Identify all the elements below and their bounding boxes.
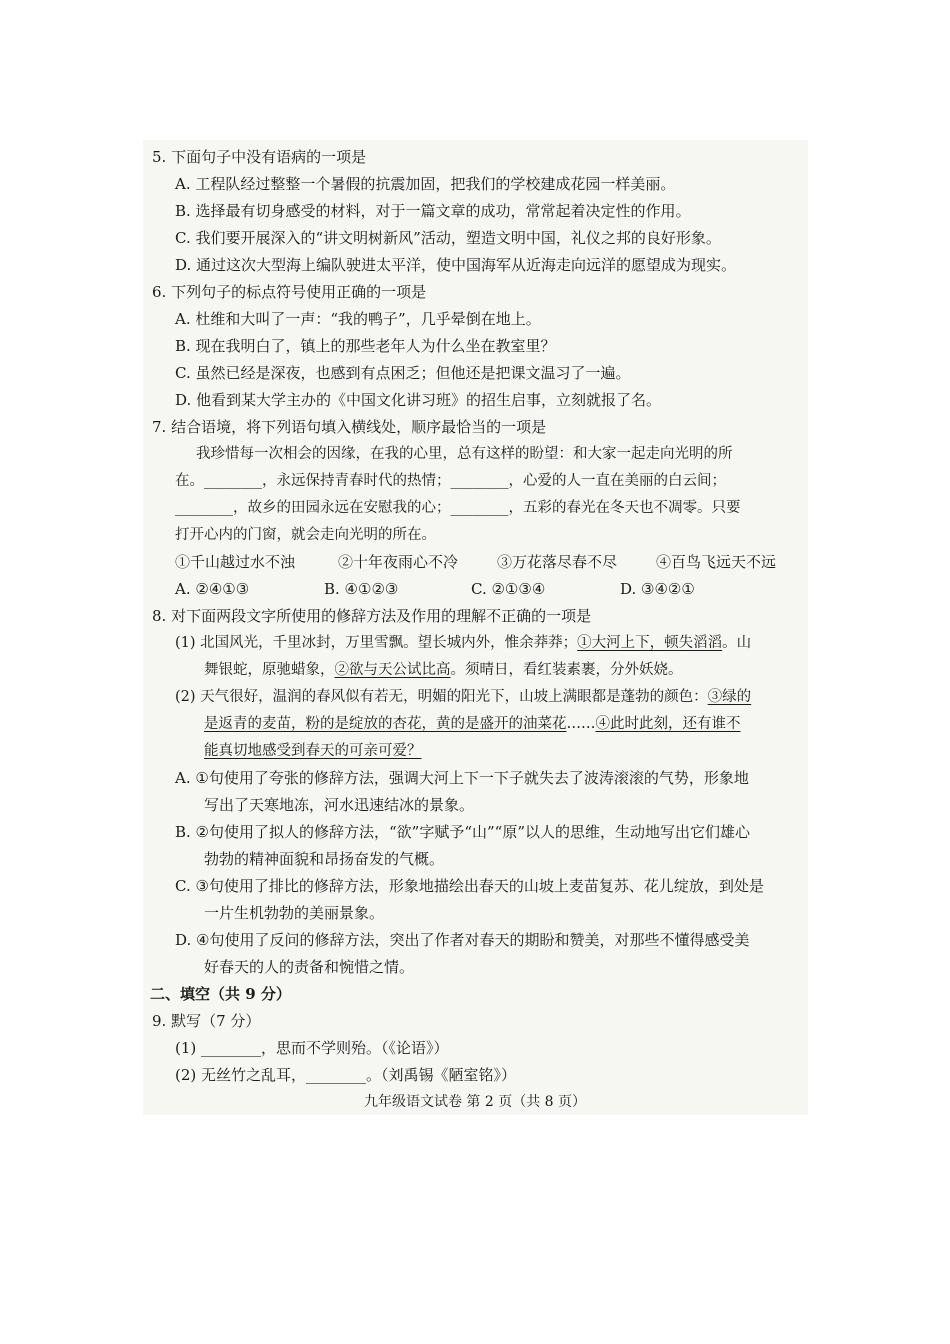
q8-option-c: C. ③句使用了排比的修辞方法，形象地描绘出春天的山坡上麦苗复苏、花儿绽放，到处是 [175, 877, 764, 895]
question-8-stem: 8. 对下面两段文字所使用的修辞方法及作用的理解不正确的一项是 [152, 607, 592, 625]
q6-option-a: A. 杜维和大叫了一声：“我的鸭子”，几乎晕倒在地上。 [175, 310, 541, 328]
q8-option-a-cont: 写出了天寒地冻，河水迅速结冰的景象。 [204, 796, 475, 814]
q8-paragraph-1-line-1 [175, 633, 751, 653]
q8-p1-text: 。须晴日，看红装素裹，分外妖娆。 [450, 662, 683, 678]
q6-option-d: D. 他看到某大学主办的《中国文化讲习班》的招生启事，立刻就报了名。 [175, 391, 662, 409]
q7-passage-line: 打开心内的门窗，就会走向光明的所在。 [175, 527, 436, 543]
q5-option-d: D. 通过这次大型海上编队驶进太平洋，使中国海军从近海走向远洋的愿望成为现实。 [175, 256, 737, 274]
q7-item-3: ③万花落尽春不尽 [497, 553, 618, 571]
q7-choice-c: C. ②①③④ [471, 580, 546, 598]
q8-option-d-cont: 好春天的人的责备和惋惜之情。 [204, 958, 415, 976]
q9-line-2: (2) 无丝竹之乱耳，________。（刘禹锡《陋室铭》） [175, 1066, 517, 1084]
q7-passage-line: 在。________，永远保持青春时代的热情；________，心爱的人一直在美丽的白云间； [175, 473, 726, 489]
q5-option-b: B. 选择最有切身感受的材料，对于一篇文章的成功，常常起着决定性的作用。 [175, 202, 691, 220]
q8-sentence-2: ②欲与天公试比高 [334, 662, 451, 678]
q8-sentence-4-start: ④此时此刻，还有谁不 [595, 716, 741, 732]
q8-p2-text: …… [566, 716, 596, 732]
question-7-stem: 7. 结合语境，将下列语句填入横线处，顺序最恰当的一项是 [152, 418, 547, 436]
q8-option-a: A. ①句使用了夸张的修辞方法，强调大河上下一下子就失去了波涛滚滚的气势，形象地 [175, 769, 749, 787]
q7-item-4: ④百鸟飞远天不远 [656, 553, 777, 571]
q8-paragraph-2-line-3 [204, 741, 422, 761]
q8-paragraph-2-line-1 [175, 687, 751, 707]
q8-p2-text: (2) 天气很好，温润的春风似有若无，明媚的阳光下，山坡上满眼都是蓬勃的颜色： [175, 689, 708, 705]
q7-passage-line: ________，故乡的田园永远在安慰我的心；________，五彩的春光在冬天也不凋零。只要 [175, 500, 741, 516]
question-6-stem: 6. 下列句子的标点符号使用正确的一项是 [152, 283, 427, 301]
q7-passage-line: 我珍惜每一次相会的因缘，在我的心里，总有这样的盼望：和大家一起走向光明的所 [196, 446, 733, 462]
q5-option-a: A. 工程队经过整整一个暑假的抗震加固，把我们的学校建成花园一样美丽。 [175, 175, 676, 193]
section-2-heading: 二、填空（共 9 分） [150, 985, 291, 1003]
q6-option-c: C. 虽然已经是深夜，也感到有点困乏；但他还是把课文温习了一遍。 [175, 364, 631, 382]
q8-paragraph-1-line-2 [204, 660, 683, 680]
q9-line-1: (1) ________，思而不学则殆。（《论语》） [175, 1039, 449, 1057]
page-footer: 九年级语文试卷 第 2 页（共 8 页） [363, 1094, 587, 1110]
q8-paragraph-2-line-2 [204, 714, 741, 734]
q8-option-c-cont: 一片生机勃勃的美丽景象。 [204, 904, 385, 922]
q8-sentence-1: ①大河上下，顿失滔滔 [577, 635, 723, 651]
question-9-stem: 9. 默写（7 分） [152, 1012, 261, 1030]
q5-option-c: C. 我们要开展深入的“讲文明树新风”活动，塑造文明中国，礼仪之邦的良好形象。 [175, 229, 721, 247]
q8-sentence-4: 能真切地感受到春天的可亲可爱？ [204, 743, 422, 759]
question-5-stem: 5. 下面句子中没有语病的一项是 [152, 148, 367, 166]
q7-choice-d: D. ③④②① [620, 580, 695, 598]
q8-p1-text: 舞银蛇，原驰蜡象， [204, 662, 335, 678]
q8-option-b-cont: 勃勃的精神面貌和昂扬奋发的气概。 [204, 850, 445, 868]
q6-option-b: B. 现在我明白了，镇上的那些老年人为什么坐在教室里？ [175, 337, 556, 355]
q8-sentence-3-start: ③绿的 [707, 689, 752, 705]
q8-option-d: D. ④句使用了反问的修辞方法，突出了作者对春天的期盼和赞美，对那些不懂得感受美 [175, 931, 750, 949]
q7-item-1: ①千山越过水不浊 [175, 553, 296, 571]
q8-p1-text: (1) 北国风光，千里冰封，万里雪飘。望长城内外，惟余莽莽； [175, 635, 578, 651]
q7-item-2: ②十年夜雨心不冷 [338, 553, 459, 571]
q7-choice-a: A. ②④①③ [175, 580, 250, 598]
q8-sentence-3: 是返青的麦苗，粉的是绽放的杏花，黄的是盛开的油菜花 [204, 716, 567, 732]
q7-choice-b: B. ④①②③ [324, 580, 399, 598]
q8-option-b: B. ②句使用了拟人的修辞方法，“欲”字赋予“山”“原”以人的思维，生动地写出它们雄心 [175, 823, 751, 841]
q8-p1-text: 。山 [722, 635, 752, 651]
